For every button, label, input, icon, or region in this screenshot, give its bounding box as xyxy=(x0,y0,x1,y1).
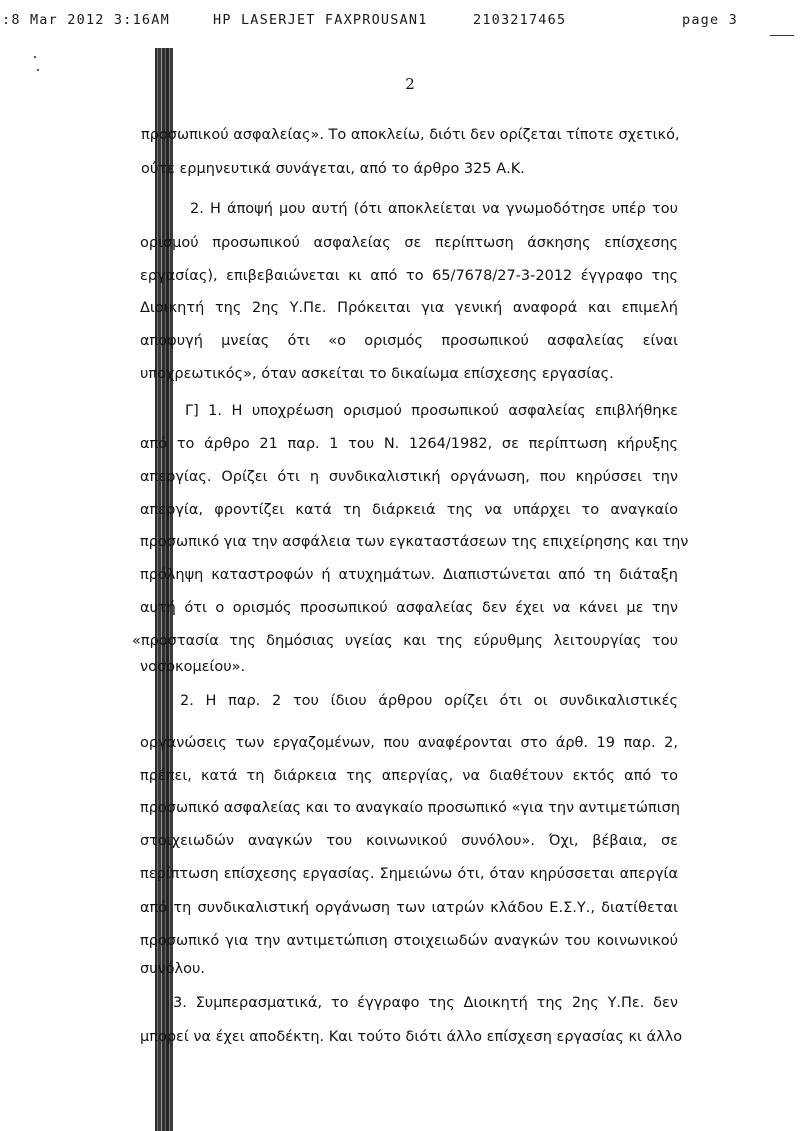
text-line: συνόλου. xyxy=(140,961,206,977)
text-line: υποχρεωτικός», όταν ασκείται το δικαίωμα επίσχεσης εργασίας. xyxy=(140,366,614,382)
text-line: ούτε ερμηνευτικά συνάγεται, από το άρθρο 325 Α.Κ. xyxy=(141,161,525,177)
text-line: «προστασία της δημόσιας υγείας και της εύρυθμης λειτουργίας του xyxy=(132,633,678,649)
text-line: μπορεί να έχει αποδέκτη. Και τούτο διότι άλλο επίσχεση εργασίας κι άλλο xyxy=(140,1029,683,1045)
text-line: περίπτωση επίσχεσης εργασίας. Σημειώνω ότι, όταν κηρύσσεται απεργία xyxy=(140,866,678,882)
fax-date: :8 Mar 2012 3:16AM xyxy=(2,12,170,28)
text-line: 2. Η άποψή μου αυτή (ότι αποκλείεται να γνωμοδότησε υπέρ του xyxy=(190,201,678,217)
text-line: από το άρθρο 21 παρ. 1 του Ν. 1264/1982, σε περίπτωση κήρυξης xyxy=(140,436,678,452)
fax-page: page 3 xyxy=(682,12,738,28)
text-line: Διοικητή της 2ης Υ.Πε. Πρόκειται για γενική αναφορά και επιμελή xyxy=(140,300,678,316)
page-number: 2 xyxy=(405,75,415,93)
text-line: απεργία, φροντίζει κατά τη διάρκειά της να υπάρχει το αναγκαίο xyxy=(140,502,678,518)
fax-number: 2103217465 xyxy=(473,12,567,28)
text-line: εργασίας), επιβεβαιώνεται κι από το 65/7678/27-3-2012 έγγραφο της xyxy=(140,268,678,284)
scan-speck xyxy=(37,69,39,71)
text-line: πρέπει, κατά τη διάρκεια της απεργίας, να διαθέτουν εκτός από το xyxy=(140,768,678,784)
text-line: οργανώσεις των εργαζομένων, που αναφέρονται στο άρθ. 19 παρ. 2, xyxy=(140,735,678,751)
text-line: 2. Η παρ. 2 του ίδιου άρθρου ορίζει ότι οι συνδικαλιστικές xyxy=(180,693,678,709)
text-line: προσωπικό για την αντιμετώπιση στοιχειωδών αναγκών του κοινωνικού xyxy=(140,933,678,949)
text-line: 3. Συμπερασματικά, το έγγραφο της Διοικητή της 2ης Υ.Πε. δεν xyxy=(173,995,678,1011)
text-line: αυτή ότι ο ορισμός προσωπικού ασφαλείας δεν έχει να κάνει με την xyxy=(140,600,678,616)
corner-mark xyxy=(770,35,794,36)
fax-header xyxy=(0,12,800,34)
text-line: προσωπικό για την ασφάλεια των εγκαταστάσεων της επιχείρησης και την xyxy=(140,534,689,550)
text-line: προσωπικό ασφαλείας και το αναγκαίο προσωπικό «για την αντιμετώπιση xyxy=(140,800,680,816)
text-line: απεργίας. Ορίζει ότι η συνδικαλιστική οργάνωση, που κηρύσσει την xyxy=(140,469,678,485)
text-line: νοσοκομείου». xyxy=(140,659,246,675)
fax-device: HP LASERJET FAXPROUSAN1 xyxy=(213,12,428,28)
scan-speck xyxy=(34,56,36,58)
text-line: από τη συνδικαλιστική οργάνωση των ιατρών κλάδου Ε.Σ.Υ., διατίθεται xyxy=(140,900,678,916)
text-line: αποφυγή μνείας ότι «ο ορισμός προσωπικού ασφαλείας είναι xyxy=(140,333,678,349)
text-line: Γ] 1. Η υποχρέωση ορισμού προσωπικού ασφαλείας επιβλήθηκε xyxy=(185,403,678,419)
text-line: ορισμού προσωπικού ασφαλείας σε περίπτωση άσκησης επίσχεσης xyxy=(140,235,678,251)
text-line: πρόληψη καταστροφών ή ατυχημάτων. Διαπιστώνεται από τη διάταξη xyxy=(140,567,678,583)
text-line: προσωπικού ασφαλείας». Το αποκλείω, διότι δεν ορίζεται τίποτε σχετικό, xyxy=(141,127,680,143)
text-line: στοιχειωδών αναγκών του κοινωνικού συνόλου». Όχι, βέβαια, σε xyxy=(140,833,678,849)
